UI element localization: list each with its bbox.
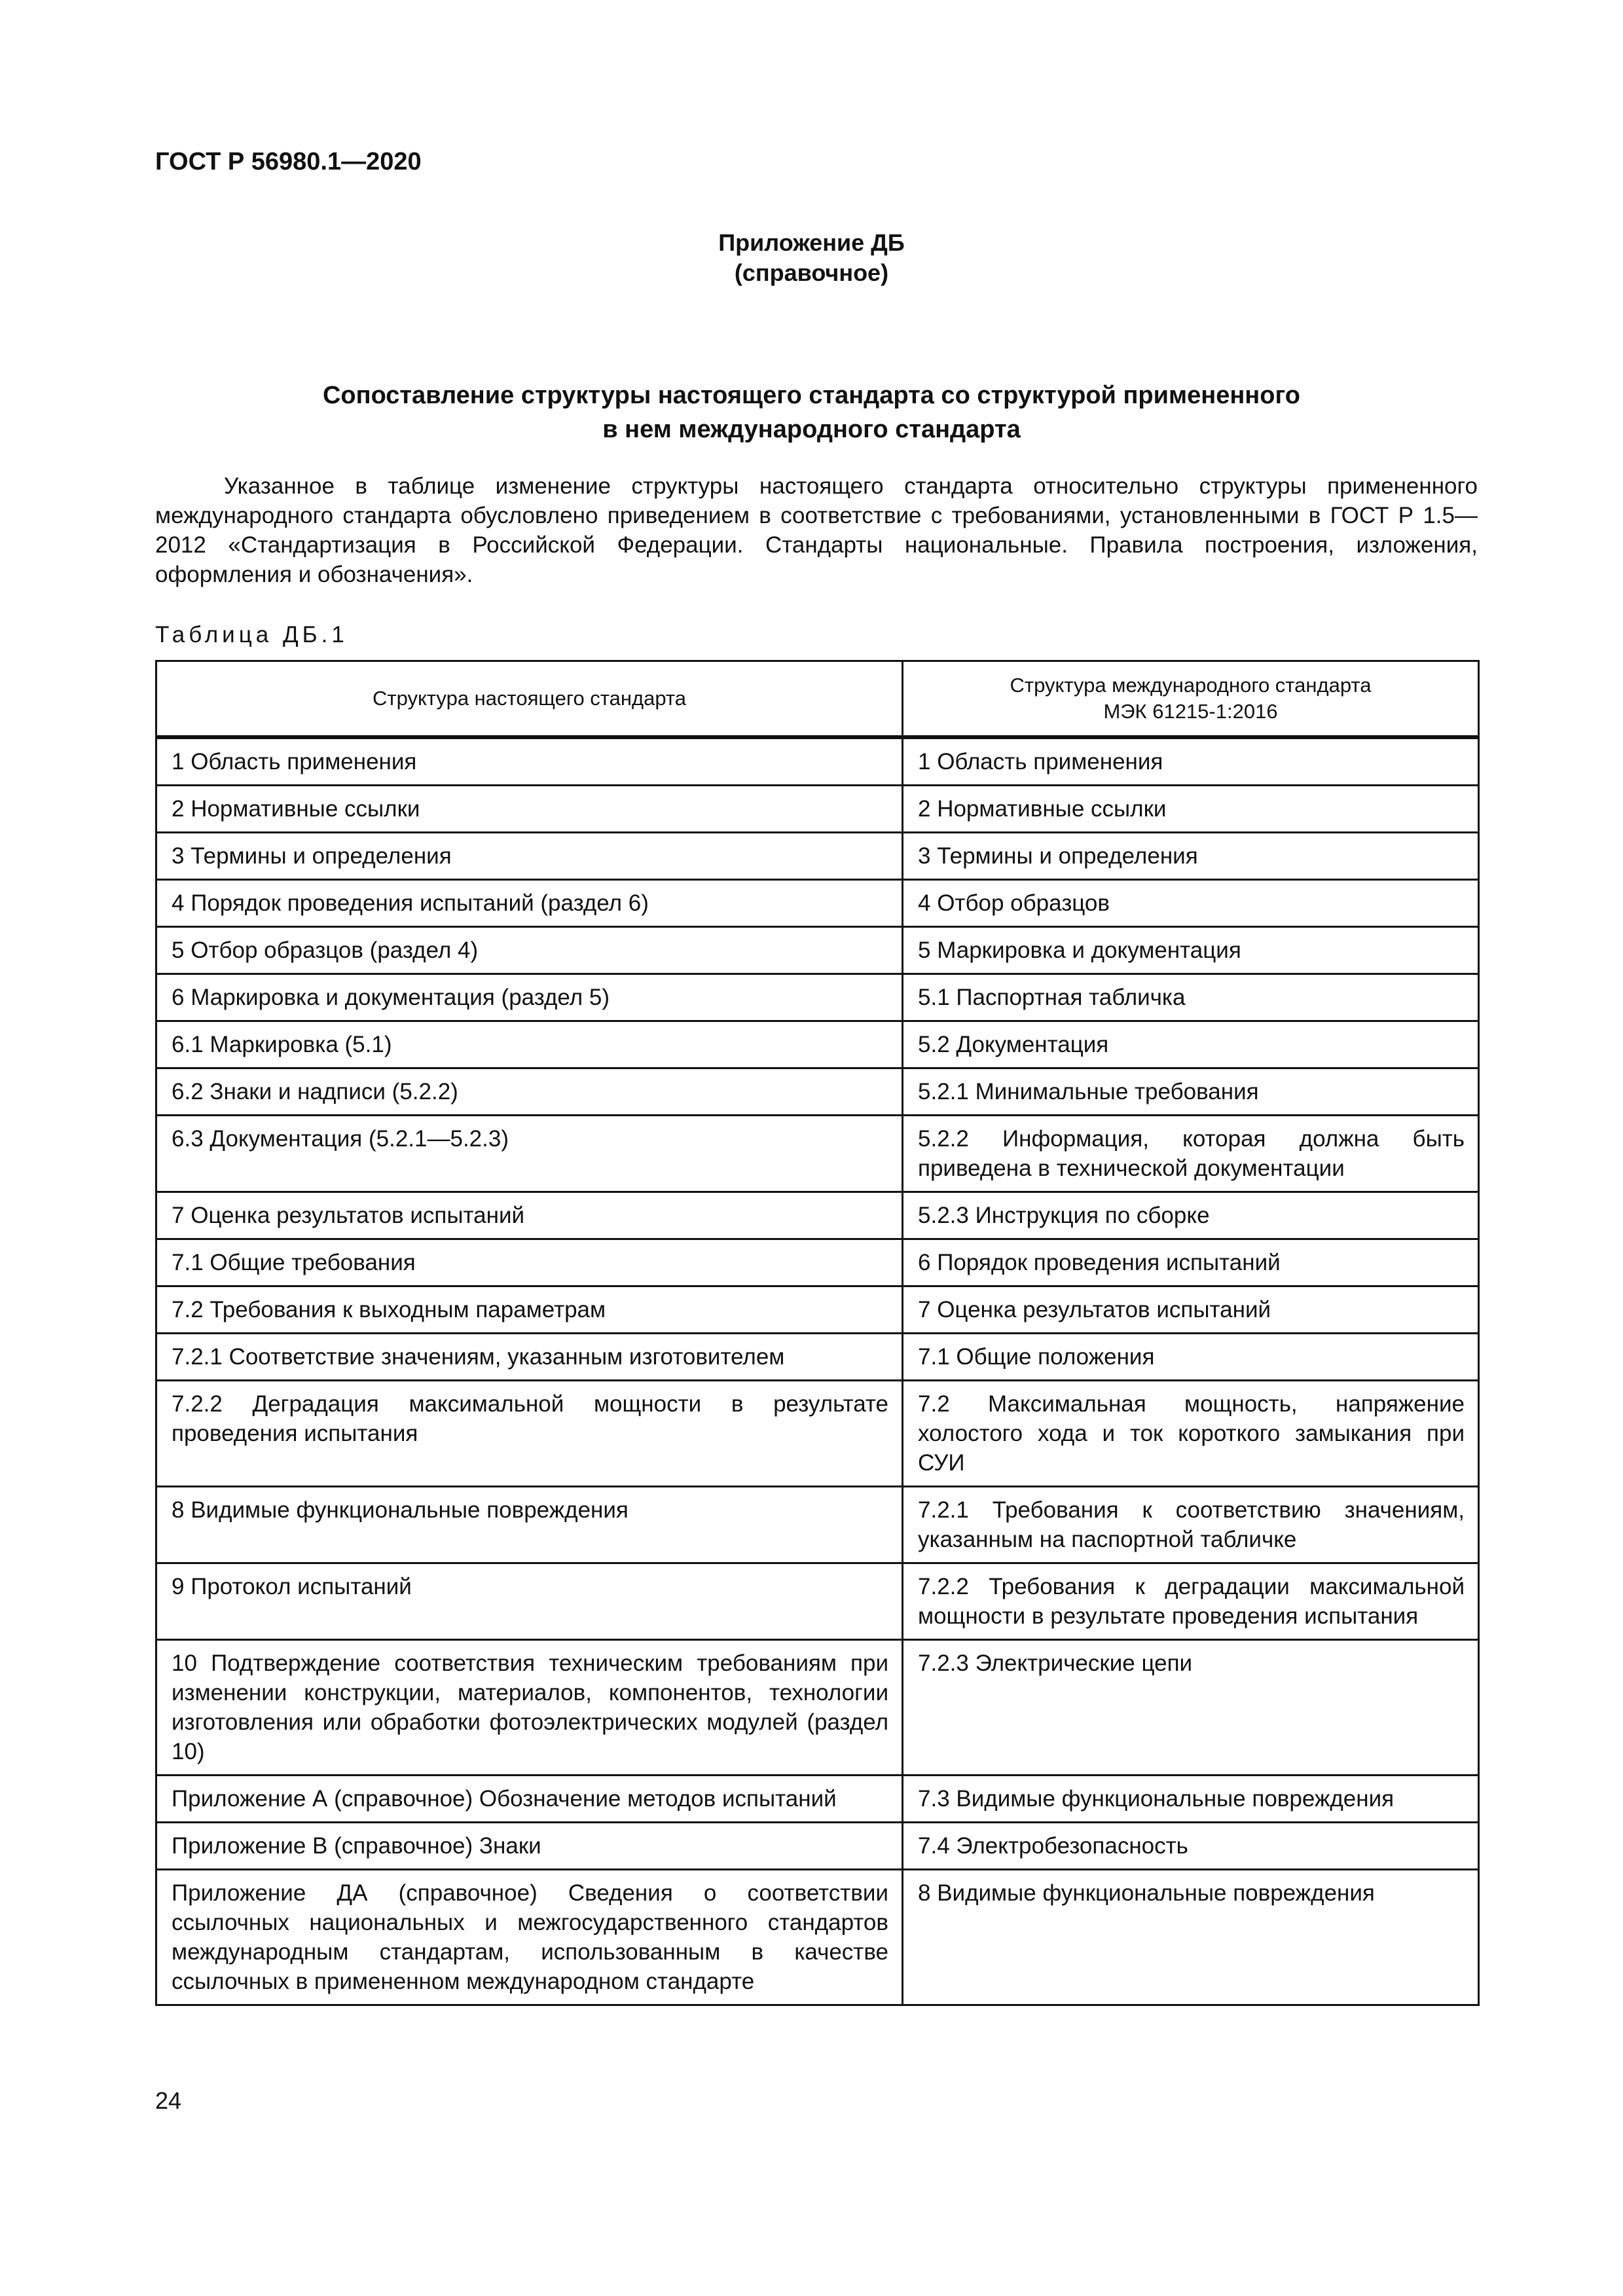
cell-national-section: 7.2.1 Соответствие значениям, указанным изготовителем <box>156 1334 903 1381</box>
table-row <box>156 1192 1479 1239</box>
table-header-row <box>156 661 1479 737</box>
header-international-structure <box>903 661 1479 737</box>
cell-international-section: 5.2.1 Минимальные требования <box>903 1068 1479 1116</box>
cell-international-section: 7 Оценка результатов испытаний <box>903 1286 1479 1334</box>
table-row <box>156 1334 1479 1381</box>
cell-international-section: 5 Маркировка и документация <box>903 927 1479 974</box>
cell-international-section: 3 Термины и определения <box>903 833 1479 880</box>
cell-national-section: 7.1 Общие требования <box>156 1239 903 1286</box>
cell-international-section: 7.2 Максимальная мощность, напряжение холостого хода и ток короткого замыкания при СУИ <box>903 1381 1479 1487</box>
cell-national-section: 6.2 Знаки и надписи (5.2.2) <box>156 1068 903 1116</box>
header-international-line-1: Структура международного стандарта <box>1010 674 1372 697</box>
cell-national-section: 4 Порядок проведения испытаний (раздел 6) <box>156 880 903 927</box>
section-title-line-2: в нем международного стандарта <box>602 416 1021 443</box>
table-row <box>156 786 1479 833</box>
structure-comparison-table <box>155 660 1480 2006</box>
intro-paragraph: Указанное в таблице изменение структуры настоящего стандарта относительно структуры примененного международного стандарта обусловлено приведением в соответствие с требованиями, установленными в ГОСТ Р 1.5—2012 «Стандартизация в Российской Федерации. Стандарты национальные. Правила построения, изложения, оформления и обозначения». <box>155 473 1478 587</box>
cell-national-section: Приложение В (справочное) Знаки <box>156 1823 903 1870</box>
page-number: 24 <box>155 2087 182 2114</box>
appendix-heading <box>0 228 1623 288</box>
cell-international-section: 7.1 Общие положения <box>903 1334 1479 1381</box>
cell-international-section: 5.2.3 Инструкция по сборке <box>903 1192 1479 1239</box>
table-row <box>156 1021 1479 1068</box>
document-code: ГОСТ Р 56980.1—2020 <box>155 148 422 175</box>
cell-international-section: 5.2.2 Информация, которая должна быть приведена в технической документации <box>903 1116 1479 1192</box>
cell-national-section: 7.2 Требования к выходным параметрам <box>156 1286 903 1334</box>
table-row <box>156 1381 1479 1487</box>
table-row <box>156 1563 1479 1640</box>
appendix-status: (справочное) <box>734 259 889 286</box>
cell-national-section: 6.1 Маркировка (5.1) <box>156 1021 903 1068</box>
table-row <box>156 738 1479 786</box>
cell-international-section: 7.3 Видимые функциональные повреждения <box>903 1776 1479 1823</box>
table-row <box>156 1239 1479 1286</box>
cell-international-section: 7.4 Электробезопасность <box>903 1823 1479 1870</box>
cell-national-section: 10 Подтверждение соответствия техническим требованиям при изменении конструкции, материалов, компонентов, технологии изготовления или обработки фотоэлектрических модулей (раздел 10) <box>156 1640 903 1776</box>
cell-national-section: 5 Отбор образцов (раздел 4) <box>156 927 903 974</box>
cell-national-section: 7.2.2 Деградация максимальной мощности в результате проведения испытания <box>156 1381 903 1487</box>
cell-national-section: 3 Термины и определения <box>156 833 903 880</box>
cell-national-section: 1 Область применения <box>156 738 903 786</box>
cell-international-section: 4 Отбор образцов <box>903 880 1479 927</box>
table-row <box>156 1640 1479 1776</box>
cell-international-section: 5.2 Документация <box>903 1021 1479 1068</box>
cell-national-section: 7 Оценка результатов испытаний <box>156 1192 903 1239</box>
table-row <box>156 974 1479 1021</box>
cell-national-section: 9 Протокол испытаний <box>156 1563 903 1640</box>
table-row <box>156 880 1479 927</box>
cell-national-section: 6.3 Документация (5.2.1—5.2.3) <box>156 1116 903 1192</box>
table-row <box>156 1870 1479 2005</box>
section-title <box>0 378 1623 446</box>
cell-national-section: Приложение ДА (справочное) Сведения о соответствии ссылочных национальных и межгосударственного стандартов международным стандартам, использованным в качестве ссылочных в примененном международном стандарте <box>156 1870 903 2005</box>
table-caption: Таблица ДБ.1 <box>155 622 348 647</box>
cell-international-section: 2 Нормативные ссылки <box>903 786 1479 833</box>
appendix-label: Приложение ДБ <box>718 229 905 256</box>
cell-national-section: 2 Нормативные ссылки <box>156 786 903 833</box>
table-row <box>156 1823 1479 1870</box>
table-row <box>156 927 1479 974</box>
cell-international-section: 5.1 Паспортная табличка <box>903 974 1479 1021</box>
table-row <box>156 1116 1479 1192</box>
cell-international-section: 1 Область применения <box>903 738 1479 786</box>
header-national-structure: Структура настоящего стандарта <box>156 661 903 737</box>
cell-national-section: Приложение А (справочное) Обозначение методов испытаний <box>156 1776 903 1823</box>
table-row <box>156 833 1479 880</box>
table-row <box>156 1487 1479 1563</box>
table-body <box>156 737 1479 2005</box>
cell-international-section: 7.2.3 Электрические цепи <box>903 1640 1479 1776</box>
table-row <box>156 1068 1479 1116</box>
section-title-line-1: Сопоставление структуры настоящего стандарта со структурой примененного <box>322 382 1300 409</box>
table-row <box>156 1776 1479 1823</box>
cell-international-section: 6 Порядок проведения испытаний <box>903 1239 1479 1286</box>
table-row <box>156 1286 1479 1334</box>
cell-international-section: 8 Видимые функциональные повреждения <box>903 1870 1479 2005</box>
cell-national-section: 8 Видимые функциональные повреждения <box>156 1487 903 1563</box>
cell-international-section: 7.2.2 Требования к деградации максимальной мощности в результате проведения испытания <box>903 1563 1479 1640</box>
cell-national-section: 6 Маркировка и документация (раздел 5) <box>156 974 903 1021</box>
header-international-line-2: МЭК 61215-1:2016 <box>1103 700 1278 723</box>
cell-international-section: 7.2.1 Требования к соответствию значениям, указанным на паспортной табличке <box>903 1487 1479 1563</box>
